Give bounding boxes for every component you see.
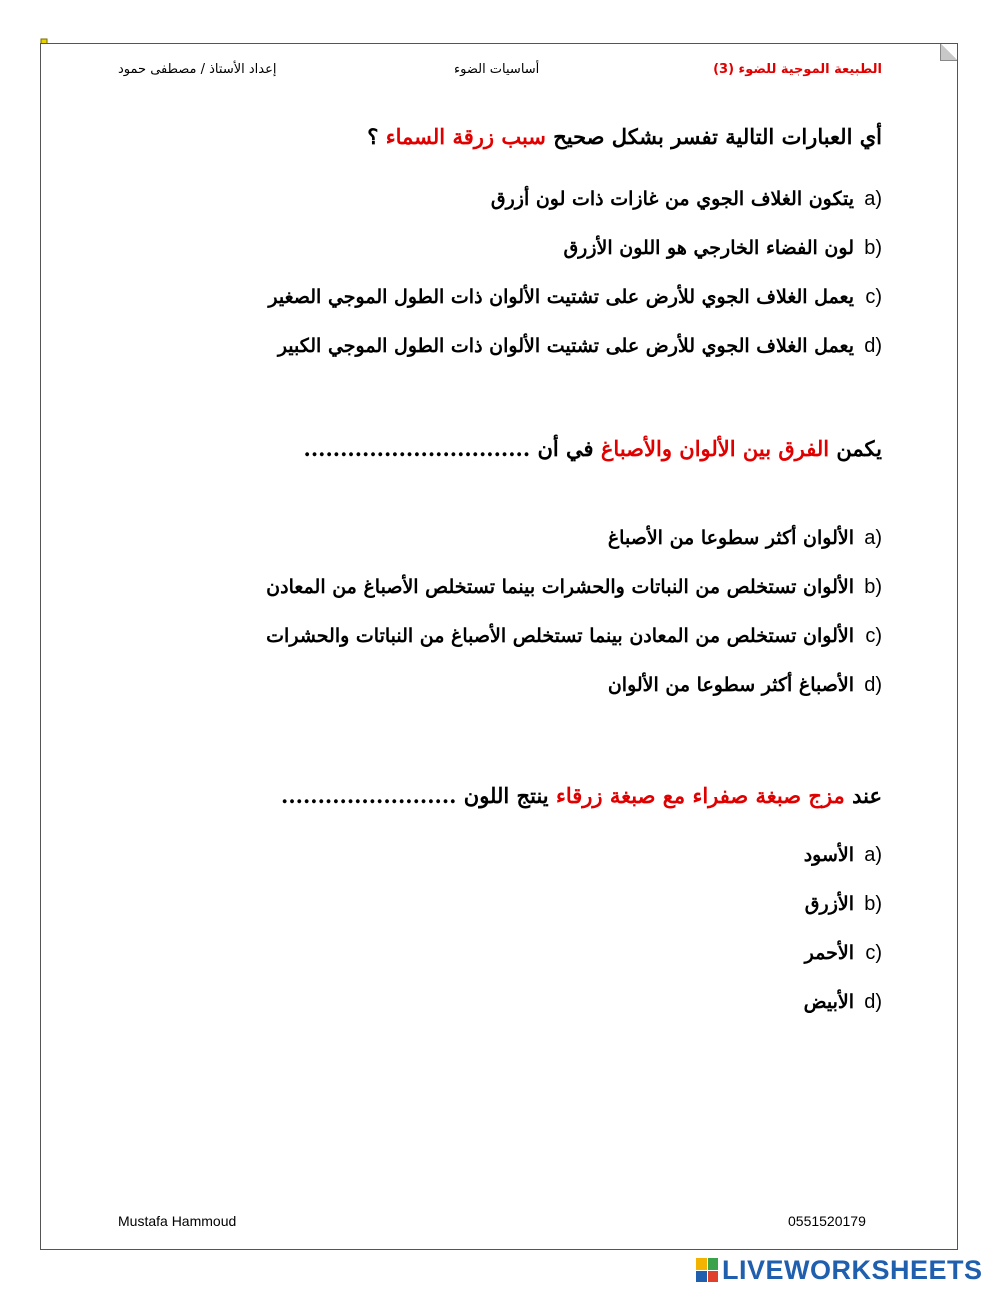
option-2c[interactable]: c) الألوان تستخلص من المعادن بينما تستخلص الأصباغ من النباتات والحشرات xyxy=(266,625,882,647)
question-2-highlight: الفرق بين الألوان والأصباغ xyxy=(600,436,830,461)
liveworksheets-logo-icon xyxy=(696,1258,718,1282)
option-3a[interactable]: a) الأسود xyxy=(803,844,882,866)
option-1b[interactable]: b) لون الفضاء الخارجي هو اللون الأزرق xyxy=(563,237,882,259)
question-3 xyxy=(281,783,882,808)
author-credit: إعداد الأستاذ / مصطفى حمود xyxy=(118,62,277,77)
question-1 xyxy=(367,124,882,149)
option-1d[interactable]: d) يعمل الغلاف الجوي للأرض على تشتيت الألوان ذات الطول الموجي الكبير xyxy=(277,335,882,357)
question-1-highlight: سبب زرقة السماء xyxy=(385,124,546,149)
lesson-title: الطبيعة الموجية للضوء (3) xyxy=(713,62,882,77)
option-1a[interactable]: a) يتكون الغلاف الجوي من غازات ذات لون أزرق xyxy=(490,188,882,210)
option-3c[interactable]: c) الأحمر xyxy=(804,942,882,964)
question-3-options xyxy=(803,831,882,1027)
option-1c[interactable]: c) يعمل الغلاف الجوي للأرض على تشتيت الألوان ذات الطول الموجي الصغير xyxy=(268,286,882,308)
option-3d[interactable]: d) الأبيض xyxy=(803,991,882,1013)
question-2-prefix: يكمن xyxy=(836,436,882,461)
page-corner-fold xyxy=(940,44,957,61)
question-1-options xyxy=(268,175,882,371)
footer-phone: 0551520179 xyxy=(788,1213,866,1229)
question-3-suffix: ينتج اللون ........................ xyxy=(281,783,549,808)
option-2d[interactable]: d) الأصباغ أكثر سطوعا من الألوان xyxy=(607,674,882,696)
question-2-suffix: في أن ............................... xyxy=(303,436,594,461)
question-3-prefix: عند xyxy=(852,783,882,808)
question-3-highlight: مزج صبغة صفراء مع صبغة زرقاء xyxy=(555,783,845,808)
option-3b[interactable]: b) الأزرق xyxy=(804,893,882,915)
question-2-options xyxy=(266,514,882,710)
question-1-suffix: ؟ xyxy=(367,124,379,149)
option-2a[interactable]: a) الألوان أكثر سطوعا من الأصباغ xyxy=(607,527,882,549)
liveworksheets-logo[interactable] xyxy=(696,1256,983,1284)
footer-name: Mustafa Hammoud xyxy=(118,1213,237,1229)
option-2b[interactable]: b) الألوان تستخلص من النباتات والحشرات بينما تستخلص الأصباغ من المعادن xyxy=(266,576,882,598)
question-2 xyxy=(304,436,882,461)
unit-title: أساسيات الضوء xyxy=(454,62,540,77)
question-1-prefix: أي العبارات التالية تفسر بشكل صحيح xyxy=(553,124,882,149)
liveworksheets-logo-text: LIVEWORKSHEETS xyxy=(722,1254,983,1285)
